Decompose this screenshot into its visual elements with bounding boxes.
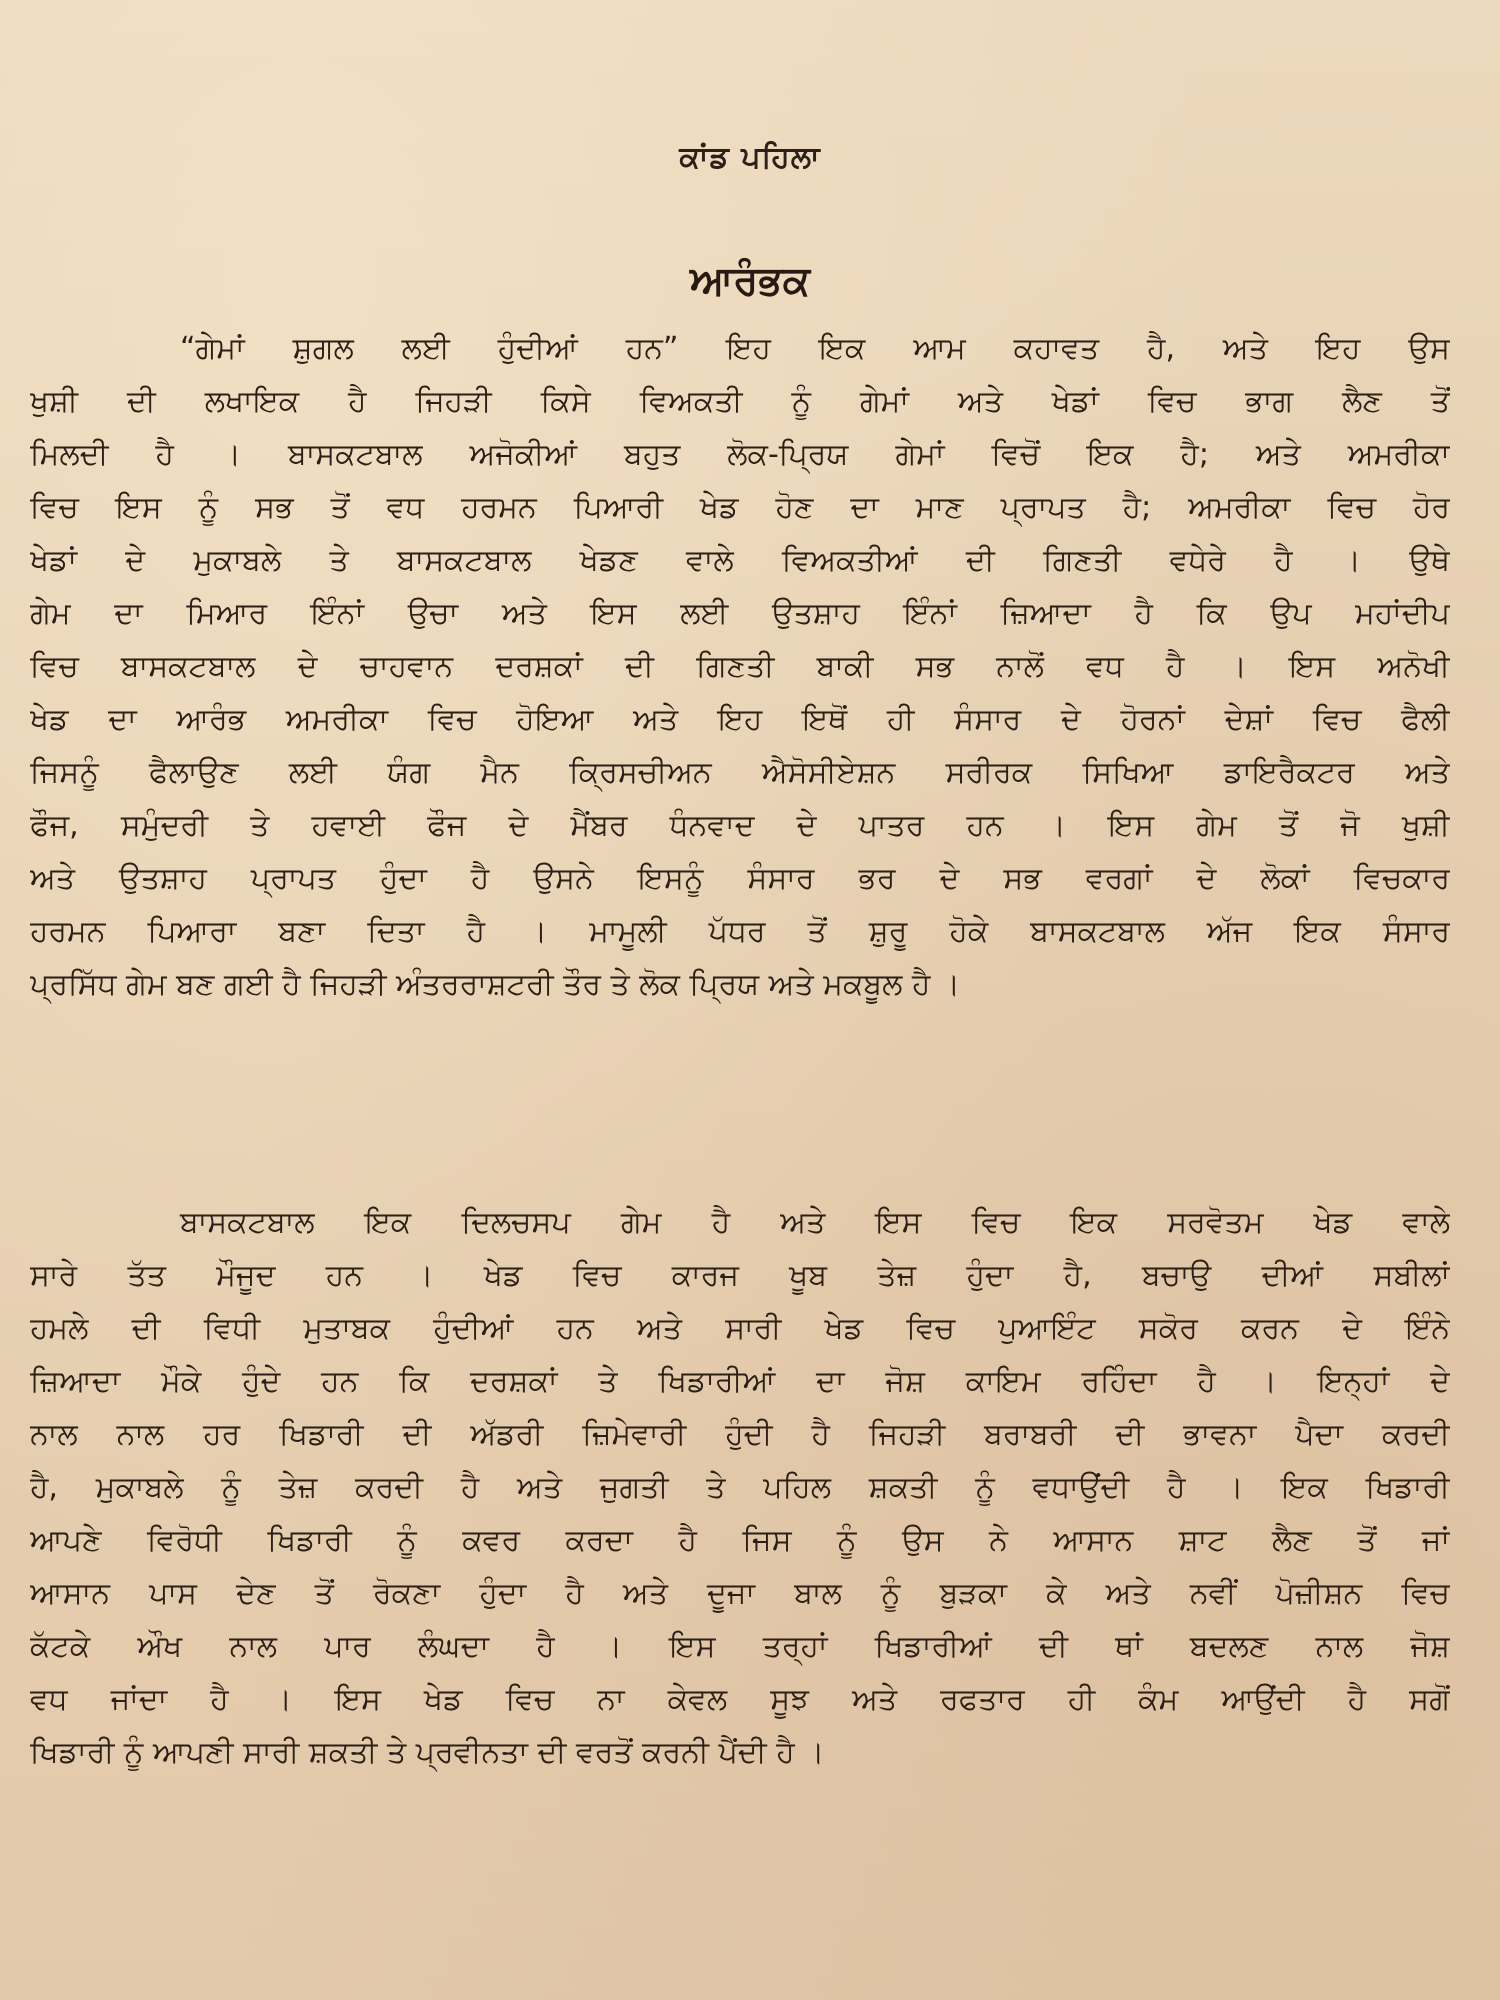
text-line: ਗੇਮ ਦਾ ਮਿਆਰ ਇੰਨਾਂ ਉਚਾ ਅਤੇ ਇਸ ਲਈ ਉਤਸ਼ਾਹ ਇੰਨਾਂ ਜ਼ਿਆਦਾ ਹੈ ਕਿ ਉਪ ਮਹਾਂਦੀਪ	[30, 596, 1450, 631]
chapter-heading: ਕਾਂਡ ਪਹਿਲਾ	[679, 140, 821, 175]
text-line: ਜਿਸਨੂੰ ਫੈਲਾਉਣ ਲਈ ਯੰਗ ਮੈਨ ਕ੍ਰਿਸਚੀਅਨ ਐਸੋਸੀਏਸ਼ਨ ਸਰੀਰਕ ਸਿਖਿਆ ਡਾਇਰੈਕਟਰ ਅਤੇ	[30, 755, 1450, 790]
text-line: ਜ਼ਿਆਦਾ ਮੌਕੇ ਹੁੰਦੇ ਹਨ ਕਿ ਦਰਸ਼ਕਾਂ ਤੇ ਖਿਡਾਰੀਆਂ ਦਾ ਜੋਸ਼ ਕਾਇਮ ਰਹਿੰਦਾ ਹੈ । ਇਨ੍ਹਾਂ ਦੇ	[30, 1364, 1450, 1399]
text-line: ਬਾਸਕਟਬਾਲ ਇਕ ਦਿਲਚਸਪ ਗੇਮ ਹੈ ਅਤੇ ਇਸ ਵਿਚ ਇਕ ਸਰਵੋਤਮ ਖੇਡ ਵਾਲੇ	[180, 1205, 1450, 1240]
text-line: ਵਿਚ ਇਸ ਨੂੰ ਸਭ ਤੋਂ ਵਧ ਹਰਮਨ ਪਿਆਰੀ ਖੇਡ ਹੋਣ ਦਾ ਮਾਣ ਪ੍ਰਾਪਤ ਹੈ; ਅਮਰੀਕਾ ਵਿਚ ਹੋਰ	[30, 490, 1450, 525]
text-line: ਨਾਲ ਨਾਲ ਹਰ ਖਿਡਾਰੀ ਦੀ ਅੱਡਰੀ ਜ਼ਿਮੇਵਾਰੀ ਹੁੰਦੀ ਹੈ ਜਿਹੜੀ ਬਰਾਬਰੀ ਦੀ ਭਾਵਨਾ ਪੈਦਾ ਕਰਦੀ	[30, 1417, 1450, 1452]
paragraph-1	[30, 322, 1450, 1011]
text-line: ਆਪਣੇ ਵਿਰੋਧੀ ਖਿਡਾਰੀ ਨੂੰ ਕਵਰ ਕਰਦਾ ਹੈ ਜਿਸ ਨੂੰ ਉਸ ਨੇ ਆਸਾਨ ਸ਼ਾਟ ਲੈਣ ਤੋਂ ਜਾਂ	[30, 1523, 1450, 1558]
text-line: ਸਾਰੇ ਤੱਤ ਮੌਜੂਦ ਹਨ । ਖੇਡ ਵਿਚ ਕਾਰਜ ਖੂਬ ਤੇਜ਼ ਹੁੰਦਾ ਹੈ, ਬਚਾਉ ਦੀਆਂ ਸਬੀਲਾਂ	[30, 1258, 1450, 1293]
text-line: ਹਮਲੇ ਦੀ ਵਿਧੀ ਮੁਤਾਬਕ ਹੁੰਦੀਆਂ ਹਨ ਅਤੇ ਸਾਰੀ ਖੇਡ ਵਿਚ ਪੁਆਇੰਟ ਸਕੋਰ ਕਰਨ ਦੇ ਇੰਨੇ	[30, 1311, 1450, 1346]
text-line: ਆਸਾਨ ਪਾਸ ਦੇਣ ਤੋਂ ਰੋਕਣਾ ਹੁੰਦਾ ਹੈ ਅਤੇ ਦੂਜਾ ਬਾਲ ਨੂੰ ਬੁੜਕਾ ਕੇ ਅਤੇ ਨਵੀਂ ਪੋਜ਼ੀਸ਼ਨ ਵਿਚ	[30, 1576, 1450, 1611]
text-line: ਖੇਡ ਦਾ ਆਰੰਭ ਅਮਰੀਕਾ ਵਿਚ ਹੋਇਆ ਅਤੇ ਇਹ ਇਥੋਂ ਹੀ ਸੰਸਾਰ ਦੇ ਹੋਰਨਾਂ ਦੇਸ਼ਾਂ ਵਿਚ ਫੈਲੀ	[30, 702, 1450, 737]
text-line: ਹਰਮਨ ਪਿਆਰਾ ਬਣਾ ਦਿਤਾ ਹੈ । ਮਾਮੂਲੀ ਪੱਧਰ ਤੋਂ ਸ਼ੁਰੂ ਹੋਕੇ ਬਾਸਕਟਬਾਲ ਅੱਜ ਇਕ ਸੰਸਾਰ	[30, 914, 1450, 949]
text-line: ਕੱਟਕੇ ਔਖ ਨਾਲ ਪਾਰ ਲੰਘਦਾ ਹੈ । ਇਸ ਤਰ੍ਹਾਂ ਖਿਡਾਰੀਆਂ ਦੀ ਥਾਂ ਬਦਲਣ ਨਾਲ ਜੋਸ਼	[30, 1629, 1450, 1664]
text-line: ਵਿਚ ਬਾਸਕਟਬਾਲ ਦੇ ਚਾਹਵਾਨ ਦਰਸ਼ਕਾਂ ਦੀ ਗਿਣਤੀ ਬਾਕੀ ਸਭ ਨਾਲੋਂ ਵਧ ਹੈ । ਇਸ ਅਨੋਖੀ	[30, 649, 1450, 684]
text-line: ਅਤੇ ਉਤਸ਼ਾਹ ਪ੍ਰਾਪਤ ਹੁੰਦਾ ਹੈ ਉਸਨੇ ਇਸਨੂੰ ਸੰਸਾਰ ਭਰ ਦੇ ਸਭ ਵਰਗਾਂ ਦੇ ਲੋਕਾਂ ਵਿਚਕਾਰ	[30, 861, 1450, 896]
text-line: ਪ੍ਰਸਿੱਧ ਗੇਮ ਬਣ ਗਈ ਹੈ ਜਿਹੜੀ ਅੰਤਰਰਾਸ਼ਟਰੀ ਤੌਰ ਤੇ ਲੋਕ ਪ੍ਰਿਯ ਅਤੇ ਮਕਬੂਲ ਹੈ ।	[30, 967, 961, 1002]
text-line: ਵਧ ਜਾਂਦਾ ਹੈ । ਇਸ ਖੇਡ ਵਿਚ ਨਾ ਕੇਵਲ ਸੂਝ ਅਤੇ ਰਫਤਾਰ ਹੀ ਕੰਮ ਆਉਂਦੀ ਹੈ ਸਗੋਂ	[30, 1682, 1450, 1717]
text-line: ਹੈ, ਮੁਕਾਬਲੇ ਨੂੰ ਤੇਜ਼ ਕਰਦੀ ਹੈ ਅਤੇ ਜੁਗਤੀ ਤੇ ਪਹਿਲ ਸ਼ਕਤੀ ਨੂੰ ਵਧਾਉਂਦੀ ਹੈ । ਇਕ ਖਿਡਾਰੀ	[30, 1470, 1450, 1505]
section-title: ਆਰੰਭਕ	[689, 258, 811, 304]
text-line: ਖਿਡਾਰੀ ਨੂੰ ਆਪਣੀ ਸਾਰੀ ਸ਼ਕਤੀ ਤੇ ਪ੍ਰਵੀਨਤਾ ਦੀ ਵਰਤੋਂ ਕਰਨੀ ਪੈਂਦੀ ਹੈ ।	[30, 1735, 825, 1770]
text-line: ਖੁਸ਼ੀ ਦੀ ਲਖਾਇਕ ਹੈ ਜਿਹੜੀ ਕਿਸੇ ਵਿਅਕਤੀ ਨੂੰ ਗੇਮਾਂ ਅਤੇ ਖੇਡਾਂ ਵਿਚ ਭਾਗ ਲੈਣ ਤੋਂ	[30, 384, 1450, 419]
text-line: ਖੇਡਾਂ ਦੇ ਮੁਕਾਬਲੇ ਤੇ ਬਾਸਕਟਬਾਲ ਖੇਡਣ ਵਾਲੇ ਵਿਅਕਤੀਆਂ ਦੀ ਗਿਣਤੀ ਵਧੇਰੇ ਹੈ । ਉਥੇ	[30, 543, 1450, 578]
text-line: ਮਿਲਦੀ ਹੈ । ਬਾਸਕਟਬਾਲ ਅਜੋਕੀਆਂ ਬਹੁਤ ਲੋਕ-ਪ੍ਰਿਯ ਗੇਮਾਂ ਵਿਚੋਂ ਇਕ ਹੈ; ਅਤੇ ਅਮਰੀਕਾ	[30, 437, 1450, 472]
text-line: ਫੌਜ, ਸਮੁੰਦਰੀ ਤੇ ਹਵਾਈ ਫੌਜ ਦੇ ਮੈਂਬਰ ਧੰਨਵਾਦ ਦੇ ਪਾਤਰ ਹਨ । ਇਸ ਗੇਮ ਤੋਂ ਜੋ ਖੁਸ਼ੀ	[30, 808, 1450, 843]
text-line: “ਗੇਮਾਂ ਸ਼ੁਗਲ ਲਈ ਹੁੰਦੀਆਂ ਹਨ” ਇਹ ਇਕ ਆਮ ਕਹਾਵਤ ਹੈ, ਅਤੇ ਇਹ ਉਸ	[180, 331, 1450, 366]
paragraph-2	[30, 1196, 1450, 1779]
